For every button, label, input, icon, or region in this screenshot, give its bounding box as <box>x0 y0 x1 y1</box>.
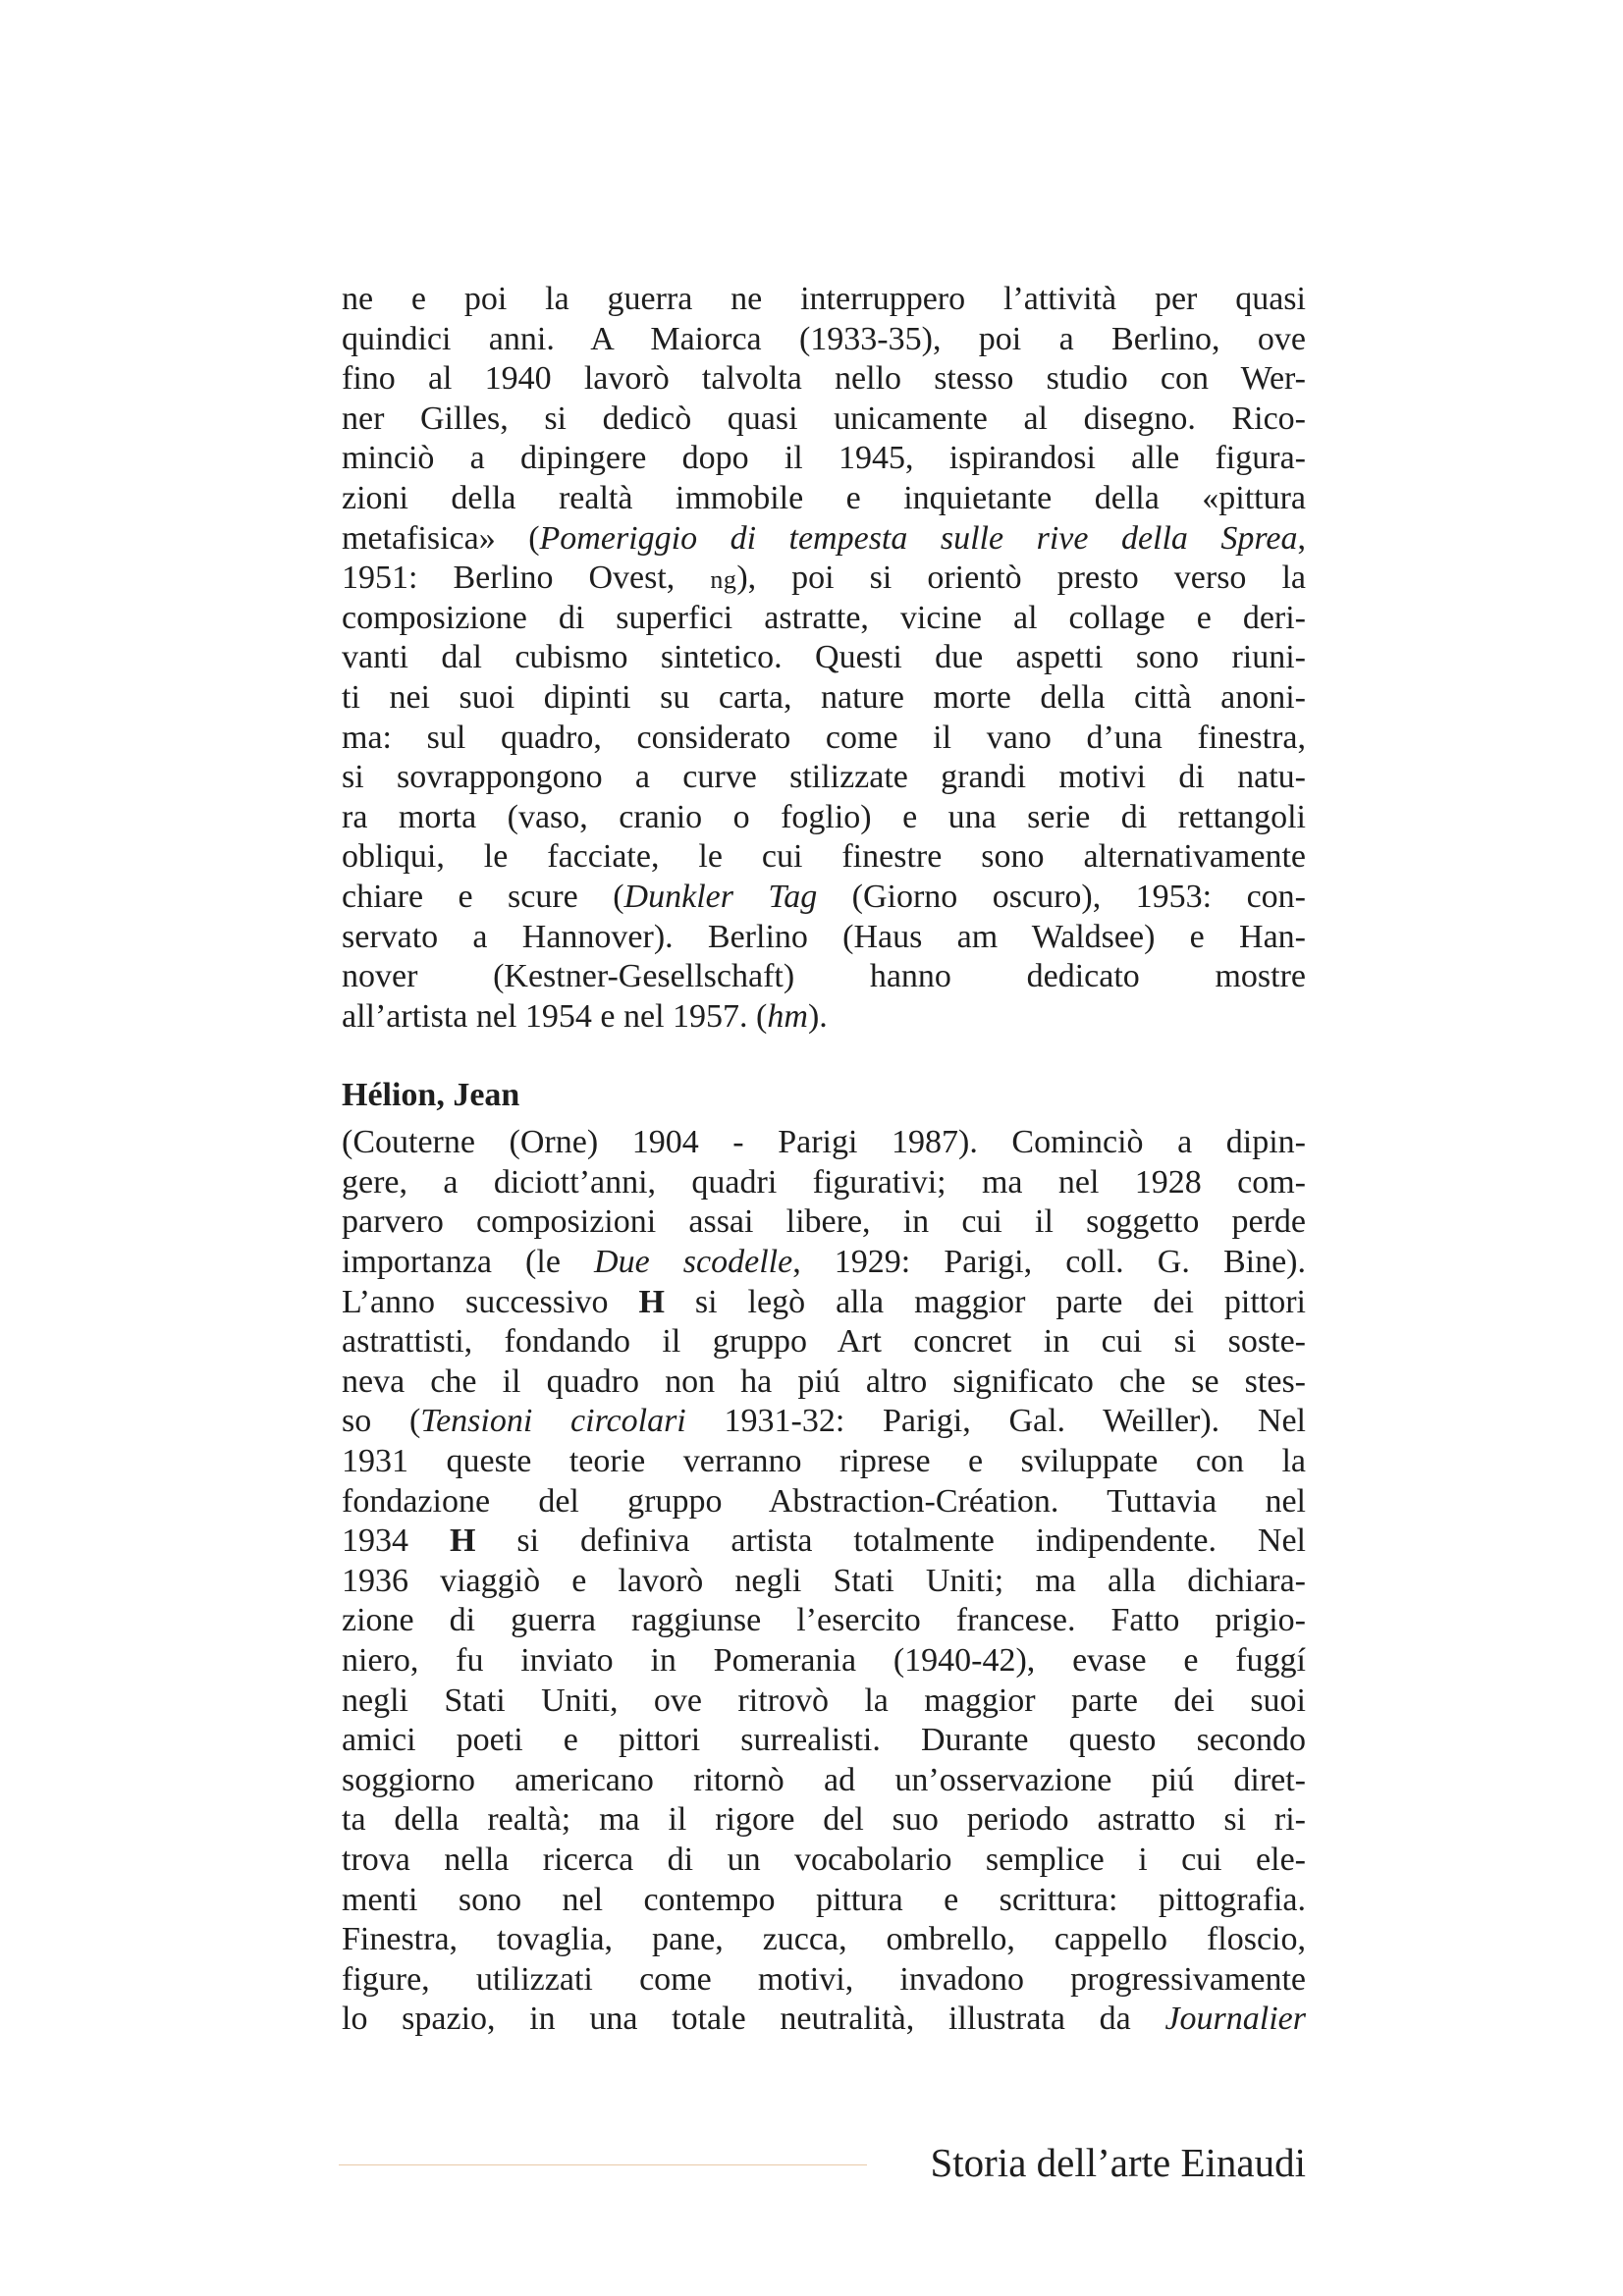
footer-title: Storia dell’arte Einaudi <box>930 2140 1306 2185</box>
text-line <box>342 519 1306 560</box>
text-line <box>342 1402 1306 1442</box>
text-line: ta della realtà; ma il rigore del suo periodo astratto si ri- <box>342 1801 1306 1839</box>
text-run: chiare e scure ( <box>342 878 624 915</box>
text-line <box>342 2000 1306 2040</box>
text-line <box>342 1243 1306 1283</box>
text-line: figure, utilizzati come motivi, invadono progressivamente <box>342 1960 1306 1998</box>
text-line: fondazione del gruppo Abstraction-Création. Tuttavia nel <box>342 1482 1306 1520</box>
text-line: astrattisti, fondando il gruppo Art concret in cui si soste- <box>342 1323 1306 1361</box>
continuation-paragraph <box>342 280 1306 1037</box>
text-line: nover (Kestner-Gesellschaft) hanno dedicato mostre <box>342 958 1306 995</box>
text-line <box>342 1522 1306 1562</box>
text-run: ). <box>807 997 828 1035</box>
text-line: trova nella ricerca di un vocabolario semplice i cui ele- <box>342 1841 1306 1878</box>
text-run: 1931-32: Parigi, Gal. Weiller). Nel <box>685 1403 1306 1440</box>
text-line: soggiorno americano ritornò ad un’osservazione piú diret- <box>342 1761 1306 1798</box>
text-run: lo spazio, in una totale neutralità, illustrata da <box>342 2001 1165 2038</box>
text-run: 1934 <box>342 1522 450 1560</box>
entry-spacer <box>342 1037 1306 1074</box>
text-line: (Couterne (Orne) 1904 - Parigi 1987). Cominciò a dipin- <box>342 1124 1306 1161</box>
text-line: menti sono nel contempo pittura e scrittura: pittografia. <box>342 1881 1306 1918</box>
text-line <box>342 559 1306 599</box>
text-line: 1931 queste teorie verranno riprese e sviluppate con la <box>342 1443 1306 1480</box>
artwork-title: Journalier <box>1164 2001 1306 2038</box>
text-line: ma: sul quadro, considerato come il vano d’una finestra, <box>342 719 1306 756</box>
text-line: parvero composizioni assai libere, in cui il soggetto perde <box>342 1203 1306 1241</box>
text-line <box>342 1283 1306 1323</box>
text-run: ), poi si orientò presto verso la <box>736 560 1306 597</box>
text-line: fino al 1940 lavorò talvolta nello stesso studio con Wer- <box>342 360 1306 398</box>
footer-rule <box>339 2164 867 2165</box>
author-initials: hm <box>767 997 808 1035</box>
text-line: negli Stati Uniti, ove ritrovò la maggior parte dei suoi <box>342 1682 1306 1719</box>
text-line: ti nei suoi dipinti su carta, nature morte della città anoni- <box>342 678 1306 716</box>
text-line: servato a Hannover). Berlino (Haus am Waldsee) e Han- <box>342 918 1306 955</box>
entry-paragraph <box>342 1123 1306 2040</box>
text-line: ra morta (vaso, cranio o foglio) e una serie di rettangoli <box>342 798 1306 835</box>
text-line: niero, fu inviato in Pomerania (1940-42), evase e fuggí <box>342 1642 1306 1679</box>
text-run: importanza (le <box>342 1244 595 1281</box>
entry-heading: Hélion, Jean <box>342 1077 520 1114</box>
text-line <box>342 878 1306 918</box>
text-run: , 1929: Parigi, coll. G. Bine). <box>792 1244 1306 1281</box>
text-column <box>342 280 1306 2040</box>
text-run: L’anno successivo <box>342 1283 639 1320</box>
text-run: so ( <box>342 1403 421 1440</box>
text-run: all’artista nel 1954 e nel 1957. ( <box>342 997 768 1035</box>
text-line: si sovrappongono a curve stilizzate grandi motivi di natu- <box>342 759 1306 796</box>
text-line: ne e poi la guerra ne interruppero l’attività per quasi <box>342 281 1306 317</box>
text-line: quindici anni. A Maiorca (1933-35), poi a Berlino, ove <box>342 320 1306 357</box>
artist-initial: H <box>638 1283 665 1320</box>
text-line: 1936 viaggiò e lavorò negli Stati Uniti; ma alla dichiara- <box>342 1562 1306 1599</box>
abbreviation: ng <box>710 565 737 595</box>
artwork-title: Pomeriggio di tempesta sulle rive della Sprea <box>539 519 1298 557</box>
text-run: si legò alla maggior parte dei pittori <box>664 1283 1306 1320</box>
text-run: 1951: Berlino Ovest, <box>342 560 711 597</box>
text-line: ner Gilles, si dedicò quasi unicamente al disegno. Rico- <box>342 400 1306 437</box>
text-run: , <box>1297 519 1306 557</box>
text-line <box>342 997 1306 1038</box>
text-line: amici poeti e pittori surrealisti. Durante questo secondo <box>342 1722 1306 1759</box>
artist-initial: H <box>449 1522 476 1560</box>
text-line: zione di guerra raggiunse l’esercito francese. Fatto prigio- <box>342 1602 1306 1639</box>
text-line: obliqui, le facciate, le cui finestre sono alternativamente <box>342 838 1306 876</box>
text-line: minciò a dipingere dopo il 1945, ispirandosi alle figura- <box>342 440 1306 477</box>
text-line: composizione di superfici astratte, vicine al collage e deri- <box>342 599 1306 636</box>
text-line: Finestra, tovaglia, pane, zucca, ombrello, cappello floscio, <box>342 1921 1306 1958</box>
artwork-title: Tensioni circolari <box>420 1403 686 1440</box>
text-line: neva che il quadro non ha piú altro significato che se stes- <box>342 1362 1306 1400</box>
text-run: metafisica» ( <box>342 519 540 557</box>
text-run: si definiva artista totalmente indipendente. Nel <box>475 1522 1307 1560</box>
artwork-title: Due scodelle <box>594 1244 793 1281</box>
text-line: gere, a diciott’anni, quadri figurativi; ma nel 1928 com- <box>342 1163 1306 1201</box>
text-line: zioni della realtà immobile e inquietante della «pittura <box>342 479 1306 516</box>
artwork-title: Dunkler Tag <box>623 878 818 915</box>
text-line: vanti dal cubismo sintetico. Questi due aspetti sono riuni- <box>342 639 1306 676</box>
text-run: (Giorno oscuro), 1953: con- <box>817 878 1306 915</box>
